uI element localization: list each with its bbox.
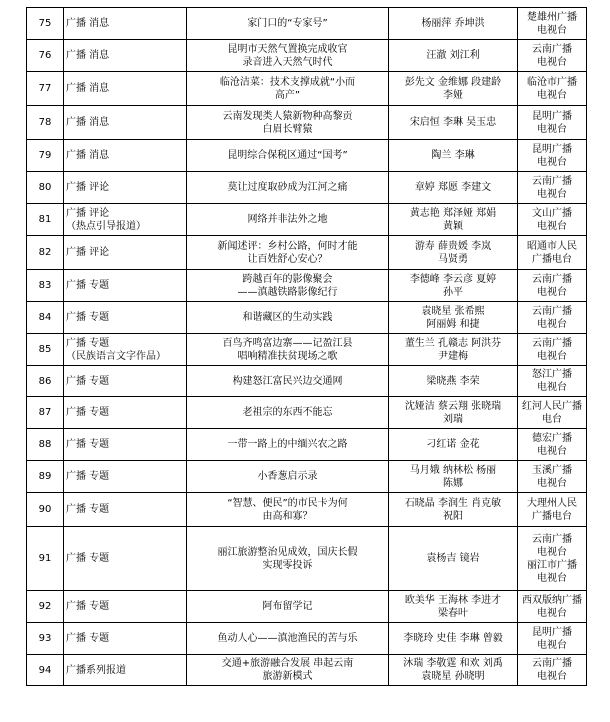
table-row: [27, 270, 587, 302]
cell-category-line: （民族语言文字作品）: [66, 350, 166, 362]
cell-organization-line: 电视台: [537, 123, 567, 135]
cell-title-line: 小香葱启示录: [257, 471, 318, 482]
cell-title-line: 和谐藏区的生动实践: [242, 312, 333, 323]
cell-organization: [518, 397, 587, 429]
table-row: [27, 106, 587, 140]
cell-organization-line: 电视台: [537, 89, 567, 101]
table-row: [27, 236, 587, 270]
cell-authors-line: 欧美华 王海林 李进才: [404, 594, 502, 606]
cell-organization-line: 德宏广播: [532, 432, 572, 444]
cell-title-line: 莫让过度取砂成为江河之痛: [227, 182, 348, 193]
cell-number: 76: [27, 40, 64, 72]
cell-title-line: 由高和寡？: [262, 510, 313, 522]
cell-organization-line: 大理州人民: [527, 497, 577, 509]
cell-title: [187, 40, 389, 72]
cell-organization-line: 红河人民广播: [522, 400, 582, 412]
cell-authors-line: 石晓晶 李润生 肖克敏: [404, 497, 502, 509]
cell-organization: [518, 302, 587, 334]
cell-title-line: 丽江旅游整治见成效，国庆长假: [217, 546, 358, 558]
cell-authors-line: 袁杨吉 镜岩: [426, 553, 480, 564]
table-row: [27, 655, 587, 686]
cell-category: [64, 527, 187, 591]
table-row: [27, 397, 587, 429]
cell-number: 91: [27, 527, 64, 591]
cell-authors-line: 孙平: [443, 286, 463, 298]
cell-category: [64, 270, 187, 302]
cell-category: [64, 591, 187, 623]
table-row: [27, 429, 587, 461]
cell-title: [187, 270, 389, 302]
cell-number: 88: [27, 429, 64, 461]
cell-organization-line: 西双版纳广播: [522, 594, 582, 606]
cell-organization-line: 广播电台: [532, 253, 572, 265]
cell-organization: [518, 8, 587, 40]
cell-authors-line: 梁春叶: [438, 607, 468, 619]
cell-title-line: 昆明市天然气置换完成收官: [227, 43, 348, 55]
cell-authors-line: 尹建梅: [438, 350, 468, 362]
cell-organization: [518, 655, 587, 686]
cell-organization: [518, 172, 587, 204]
cell-title: [187, 172, 389, 204]
cell-title-line: 交通+旅游融合发展 串起云南: [221, 658, 354, 669]
cell-organization-line: 云南广播: [532, 43, 572, 55]
cell-number: 86: [27, 366, 64, 397]
cell-authors-line: 祝阳: [443, 510, 463, 522]
cell-category: [64, 461, 187, 493]
cell-organization: [518, 72, 587, 106]
cell-category-line: 广播 专题: [66, 471, 110, 482]
cell-title: [187, 366, 389, 397]
table-row: [27, 204, 587, 236]
cell-authors: [389, 493, 518, 527]
cell-number: 84: [27, 302, 64, 334]
cell-title-line: 老祖宗的东西不能忘: [242, 407, 333, 418]
cell-authors-line: 彭先文 金维娜 段建龄: [404, 76, 502, 88]
cell-number: 80: [27, 172, 64, 204]
cell-authors-line: 游寿 薛贵媛 李岚: [414, 240, 492, 252]
cell-authors-line: 陶兰 李琳: [431, 150, 475, 161]
table-row: [27, 493, 587, 527]
cell-authors-line: 宋启恒 李琳 吴玉忠: [409, 117, 497, 128]
table-row: [27, 461, 587, 493]
cell-organization-line: 云南广播: [532, 533, 572, 545]
cell-organization: [518, 140, 587, 172]
cell-authors-line: 袁晓星 孙晓明: [421, 671, 485, 682]
cell-title: [187, 397, 389, 429]
cell-authors: [389, 140, 518, 172]
cell-category-line: 广播 评论: [66, 182, 110, 193]
cell-title-line: 高产”: [274, 89, 301, 101]
table-row: [27, 72, 587, 106]
cell-organization-line: 云南广播: [532, 305, 572, 317]
cell-organization: [518, 591, 587, 623]
cell-authors-line: 章婷 郑愿 李建文: [414, 182, 492, 193]
cell-category-line: 广播 消息: [66, 83, 110, 94]
cell-organization-line: 电视台: [537, 546, 567, 558]
cell-organization-line: 昆明广播: [532, 626, 572, 638]
cell-authors: [389, 72, 518, 106]
cell-authors: [389, 302, 518, 334]
cell-title-line: 云南发现类人猿新物种高黎贡: [222, 110, 353, 122]
cell-authors: [389, 591, 518, 623]
cell-category: [64, 72, 187, 106]
cell-category-line: 广播 专题: [66, 280, 110, 291]
table-row: [27, 8, 587, 40]
cell-title: [187, 655, 389, 686]
cell-organization-line: 临沧市广播: [527, 76, 577, 88]
cell-title-line: 一带一路上的中缅兴农之路: [227, 439, 348, 450]
cell-title: [187, 334, 389, 366]
cell-number: 81: [27, 204, 64, 236]
cell-authors: [389, 461, 518, 493]
cell-authors: [389, 204, 518, 236]
cell-title-line: 让百姓舒心安心？: [247, 253, 328, 265]
cell-category-line: 广播 专题: [66, 375, 110, 387]
cell-organization: [518, 106, 587, 140]
cell-title: [187, 236, 389, 270]
cell-authors: [389, 655, 518, 686]
cell-title: [187, 623, 389, 655]
cell-category-line: 广播系列报道: [66, 664, 126, 676]
cell-number: 89: [27, 461, 64, 493]
cell-authors-line: 董生兰 孔赣志 阿洪芬: [404, 337, 502, 349]
cell-organization-line: 云南广播: [532, 658, 572, 669]
cell-title-line: 跨越百年的影像聚会: [242, 273, 333, 285]
cell-number: 93: [27, 623, 64, 655]
cell-authors-line: 刘瑞: [443, 413, 463, 425]
cell-title: [187, 106, 389, 140]
table-row: [27, 527, 587, 591]
cell-authors-line: 陈娜: [443, 477, 463, 489]
cell-category: [64, 236, 187, 270]
cell-authors-line: 杨丽萍 乔坤洪: [421, 18, 485, 29]
cell-number: 78: [27, 106, 64, 140]
cell-title-line: “智慧、便民”的市民卡为何: [227, 497, 348, 509]
cell-organization: [518, 461, 587, 493]
cell-title: [187, 461, 389, 493]
cell-organization-line: 云南广播: [532, 175, 572, 187]
cell-title-line: 家门口的“专家号”: [247, 18, 328, 29]
cell-title: [187, 527, 389, 591]
cell-title-line: ——滇越铁路影像纪行: [237, 286, 338, 298]
cell-organization-line: 昭通市人民: [527, 240, 577, 252]
cell-category-line: 广播 专题: [66, 601, 110, 612]
cell-organization: [518, 623, 587, 655]
cell-authors: [389, 270, 518, 302]
cell-category-line: 广播 专题: [66, 312, 110, 323]
table-row: [27, 302, 587, 334]
cell-organization-line: 玉溪广播: [532, 464, 572, 476]
cell-organization: [518, 429, 587, 461]
cell-organization: [518, 270, 587, 302]
cell-title: [187, 140, 389, 172]
cell-number: 90: [27, 493, 64, 527]
cell-number: 82: [27, 236, 64, 270]
cell-category-line: 广播 专题: [66, 337, 110, 349]
cell-title: [187, 429, 389, 461]
cell-category-line: 广播 消息: [66, 150, 110, 161]
cell-title: [187, 493, 389, 527]
cell-organization-line: 云南广播: [532, 273, 572, 285]
cell-title-line: 阿布留学记: [262, 601, 313, 612]
table-row: [27, 623, 587, 655]
cell-authors-line: 马月娥 纳林松 杨丽: [409, 464, 497, 476]
cell-title-line: 新闻述评：乡村公路，何时才能: [217, 240, 358, 252]
cell-number: 77: [27, 72, 64, 106]
cell-authors-line: 李晓玲 史佳 李琳 曾毅: [403, 633, 503, 644]
cell-category: [64, 172, 187, 204]
cell-title-line: 录音进入天然气时代: [242, 56, 333, 68]
cell-organization-line: 电视台: [537, 477, 567, 489]
cell-organization: [518, 366, 587, 397]
cell-category-line: 广播 消息: [66, 117, 110, 128]
cell-title-line: 实现零投诉: [262, 559, 313, 571]
cell-authors: [389, 8, 518, 40]
cell-category-line: 广播 专题: [66, 633, 110, 644]
cell-authors: [389, 236, 518, 270]
cell-authors: [389, 397, 518, 429]
cell-number: 83: [27, 270, 64, 302]
cell-authors-line: 李德峰 李云彦 夏婷: [409, 273, 497, 285]
cell-title: [187, 72, 389, 106]
table-row: [27, 591, 587, 623]
cell-authors: [389, 527, 518, 591]
awards-table-body: [27, 8, 587, 686]
cell-category: [64, 204, 187, 236]
cell-number: 87: [27, 397, 64, 429]
cell-category-line: 广播 评论: [66, 247, 110, 258]
cell-category: [64, 655, 187, 686]
cell-organization: [518, 204, 587, 236]
cell-authors: [389, 172, 518, 204]
cell-category: [64, 8, 187, 40]
cell-authors-line: 马贤勇: [438, 253, 468, 265]
cell-category: [64, 429, 187, 461]
cell-authors: [389, 334, 518, 366]
cell-title: [187, 591, 389, 623]
cell-organization-line: 丽江市广播: [527, 559, 577, 571]
cell-category: [64, 302, 187, 334]
cell-title-line: 网络并非法外之地: [247, 214, 328, 225]
cell-number: 79: [27, 140, 64, 172]
cell-authors-line: 阿丽姆 和捷: [426, 318, 480, 330]
cell-category-line: 广播 消息: [66, 18, 110, 29]
table-row: [27, 40, 587, 72]
cell-title-line: 构建怒江富民兴边交通网: [232, 375, 343, 387]
cell-authors: [389, 623, 518, 655]
table-row: [27, 334, 587, 366]
table-row: [27, 172, 587, 204]
cell-category: [64, 140, 187, 172]
cell-organization: [518, 236, 587, 270]
cell-title-line: 临沧洁菜：技术支撑成就“小而: [219, 76, 356, 88]
cell-category-line: （热点引导报道）: [66, 220, 146, 232]
cell-authors: [389, 429, 518, 461]
cell-organization-line: 电视台: [537, 445, 567, 457]
table-row: [27, 140, 587, 172]
cell-authors-line: 汪澈 刘江利: [426, 50, 480, 61]
cell-organization-line: 电视台: [537, 188, 567, 200]
cell-category: [64, 40, 187, 72]
cell-authors-line: 梁晓燕 李荣: [426, 375, 480, 387]
cell-category-line: 广播 专题: [66, 407, 110, 418]
cell-title-line: 鱼动人心——滇池渔民的苦与乐: [217, 633, 358, 644]
cell-organization-line: 电视台: [537, 156, 567, 168]
cell-organization-line: 电视台: [537, 220, 567, 232]
cell-title-line: 旅游新模式: [262, 671, 313, 682]
cell-organization-line: 电视台: [537, 639, 567, 651]
cell-category: [64, 106, 187, 140]
cell-title-line: 白眉长臂猿: [262, 123, 313, 135]
cell-category-line: 广播 评论: [66, 207, 110, 219]
cell-authors: [389, 106, 518, 140]
cell-authors: [389, 40, 518, 72]
cell-authors-line: 沐瑞 李敬霆 和欢 刘禹: [403, 658, 503, 669]
cell-organization-line: 电视台: [537, 24, 567, 36]
cell-number: 92: [27, 591, 64, 623]
cell-organization: [518, 527, 587, 591]
cell-title-line: 昆明综合保税区通过“国考”: [227, 150, 348, 161]
cell-organization-line: 电视台: [537, 350, 567, 362]
cell-organization-line: 文山广播: [532, 207, 572, 219]
cell-organization-line: 昆明广播: [532, 110, 572, 122]
cell-authors-line: 李娅: [443, 89, 463, 101]
cell-title: [187, 302, 389, 334]
cell-category-line: 广播 消息: [66, 50, 110, 61]
cell-authors-line: 黄志艳 郑泽娅 郑娟: [409, 207, 497, 219]
cell-organization-line: 电视台: [537, 318, 567, 330]
cell-authors-line: 黄颖: [443, 220, 463, 232]
cell-category-line: 广播 专题: [66, 553, 110, 564]
cell-organization: [518, 40, 587, 72]
cell-organization-line: 电视台: [537, 572, 567, 584]
cell-number: 94: [27, 655, 64, 686]
cell-number: 75: [27, 8, 64, 40]
cell-organization-line: 楚雄州广播: [527, 11, 577, 23]
cell-number: 85: [27, 334, 64, 366]
cell-organization: [518, 493, 587, 527]
cell-category: [64, 366, 187, 397]
cell-organization-line: 电视台: [537, 382, 567, 393]
cell-organization-line: 广播电台: [532, 510, 572, 522]
cell-organization-line: 电视台: [537, 607, 567, 619]
cell-title: [187, 8, 389, 40]
cell-organization-line: 怒江广播: [532, 369, 572, 380]
cell-organization-line: 云南广播: [532, 337, 572, 349]
cell-category: [64, 623, 187, 655]
cell-category: [64, 397, 187, 429]
cell-authors-line: 袁晓星 张希熙: [421, 305, 485, 317]
cell-category: [64, 334, 187, 366]
cell-organization-line: 电台: [542, 413, 562, 425]
cell-organization-line: 电视台: [537, 56, 567, 68]
cell-title: [187, 204, 389, 236]
cell-authors: [389, 366, 518, 397]
table-row: [27, 366, 587, 397]
awards-table: [26, 7, 587, 686]
cell-title-line: 百鸟齐鸣富边寨——记盈江县: [222, 337, 353, 349]
cell-category: [64, 493, 187, 527]
cell-organization: [518, 334, 587, 366]
cell-organization-line: 电视台: [537, 286, 567, 298]
cell-organization-line: 昆明广播: [532, 143, 572, 155]
cell-title-line: 唱响精准扶贫现场之歌: [237, 350, 338, 362]
cell-authors-line: 刁红诺 金花: [426, 439, 480, 450]
cell-category-line: 广播 专题: [66, 504, 110, 515]
cell-category-line: 广播 专题: [66, 439, 110, 450]
cell-organization-line: 电视台: [537, 671, 567, 682]
cell-authors-line: 沈娅洁 蔡云翔 张晓瑞: [404, 400, 502, 412]
